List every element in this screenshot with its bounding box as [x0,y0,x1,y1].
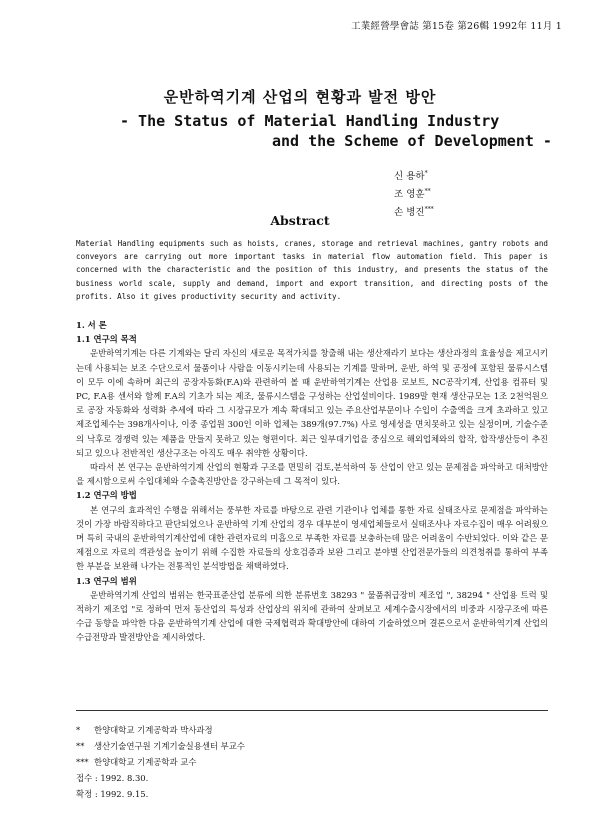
abstract-heading: Abstract [270,213,330,228]
title-english-line2: and the Scheme of Development - [272,132,552,150]
section-1-1-heading: 1.1 연구의 목적 [76,334,137,345]
section-1-1-paragraph-2: 따라서 본 연구는 운반하역기계 산업의 현황과 구조를 면밀히 검토,분석하여 동 산업이 안고 있는 문제점을 파악하고 대처방안을 제시함으로써 수입대체와 수출촉진방안을 강구하는데 그 목적이 있다. [76,462,548,487]
title-korean: 운반하역기계 산업의 현황과 발전 방안 [163,88,437,106]
section-1-3-heading: 1.3 연구의 범위 [76,575,137,586]
footnote-2: ** 생산기술연구원 기계기술실용센터 부교수 [76,741,245,751]
section-1-3-paragraph-1: 운반하역기계 산업의 범위는 한국표준산업 분류에 의한 분류번호 38293 " 물품취급장비 제조업 ", 38294 " 산업용 트럭 및 적하기 제조업 "로 정하여 먼저 동산업의 특성과 산업상의 위치에 관하여 살펴보고 세계수출시장에서의 비중과 시장구조에 따른 수급 동향을 파악한 다음 운반하역기계 산업에 대한 국제협력과 확대방안에 대하여 기술하였으며 결론으로서 운반하역기계 산업의 수급전망과 발전방안을 제시하였다. [76,589,548,643]
abstract-text: Material Handling equipments such as hoists, cranes, storage and retrieval machines, gantry robots and conveyors are carrying out more important tasks in material flow automation field. This paper is concerned with the characteristic and the position of this industry, and presents the status of the business world scale, supply and demand, import and export transition, and directing posts of the profits. Also it gives productivity security and activity. [76,239,548,301]
author-1: 신 용하* [394,170,428,183]
author-3: 손 병진*** [394,206,434,219]
footnote-3: *** 한양대학교 기계공학과 교수 [76,757,197,767]
section-1-1-paragraph-1: 운반하역기계는 다른 기계와는 달리 자신의 새로운 목적가치를 창출해 내는 생산재라기 보다는 생산과정의 효율성을 제고시키는데 사용되는 보조 수단으로서 물품이나 사람을 이동시키는데 사용되는 기계를 말하며, 운반, 하역 및 공정에 포함된 물류시스템이 모두 이에 속하며 최근의 공장자동화(F.A)와 관련하여 볼 때 운반하역기계는 산업용 로보트, NC공작기계, 산업용 컴퓨터 및 PC, F.A용 센서와 함께 F.A의 기초가 되는 제조, 물류시스템을 구성하는 산업설비이다. 1989말 현재 생산규모는 1조 2천억원으로 공장 자동화와 성력화 추세에 따라 그 시장규모가 계속 확대되고 있는 주요산업부문이나 수입이 수출액을 크게 초과하고 있고 제조업체수는 398개사이나, 이중 종업원 300인 이하 업체는 389개(97.7%) 사로 영세성을 면치못하고 있는 실정이며, 기술수준의 낙후로 경쟁력 있는 제품을 만들지 못하고 있는 형편이다. 최근 일부대기업을 중심으로 해외업체와의 합작, 합작생산등이 추진되고 있으나 전반적인 생산구조는 아직도 매우 취약한 상황이다. [76,348,548,458]
section-1-2-heading: 1.2 연구의 방법 [76,490,137,501]
journal-header: 工業經營學會誌 第15卷 第26輯 1992年 11月 1 [351,21,562,32]
section-1-2-paragraph-1: 본 연구의 효과적인 수행을 위해서는 풍부한 자료를 바탕으로 관련 기관이나 업체를 통한 자료 실태조사로 문제점을 파악하는 것이 가장 바람직하다고 판단되었으나 운반하역 기계 산업의 경우 대부분이 영세업체들로서 실태조사나 자료수집이 매우 어려웠으며 특히 국내의 운반하역기계산업에 대한 관련자료의 미흡으로 부족한 자료를 보충하는데 많은 어려움이 수반되었다. 이와 같은 문제점으로 자료의 객관성을 높이기 위해 수집한 자료들의 상호검증과 보완 그리고 분야별 산업전문가들의 의견청취를 통하여 부족한 부분을 보완해 나가는 전통적인 분석방법을 채택하였다. [76,504,548,572]
section-1-heading: 1. 서 론 [76,320,107,330]
body-sections [76,318,548,645]
author-2: 조 영훈** [394,188,431,201]
footnote-divider [76,710,548,711]
confirmed-date: 확정 : 1992. 9.15. [76,789,149,799]
footnote-1: * 한양대학교 기계공학과 박사과정 [76,725,213,735]
footnotes [76,722,548,802]
title-english-line1: - The Status of Material Handling Industry [120,112,500,130]
received-date: 접수 : 1992. 8.30. [76,773,149,783]
